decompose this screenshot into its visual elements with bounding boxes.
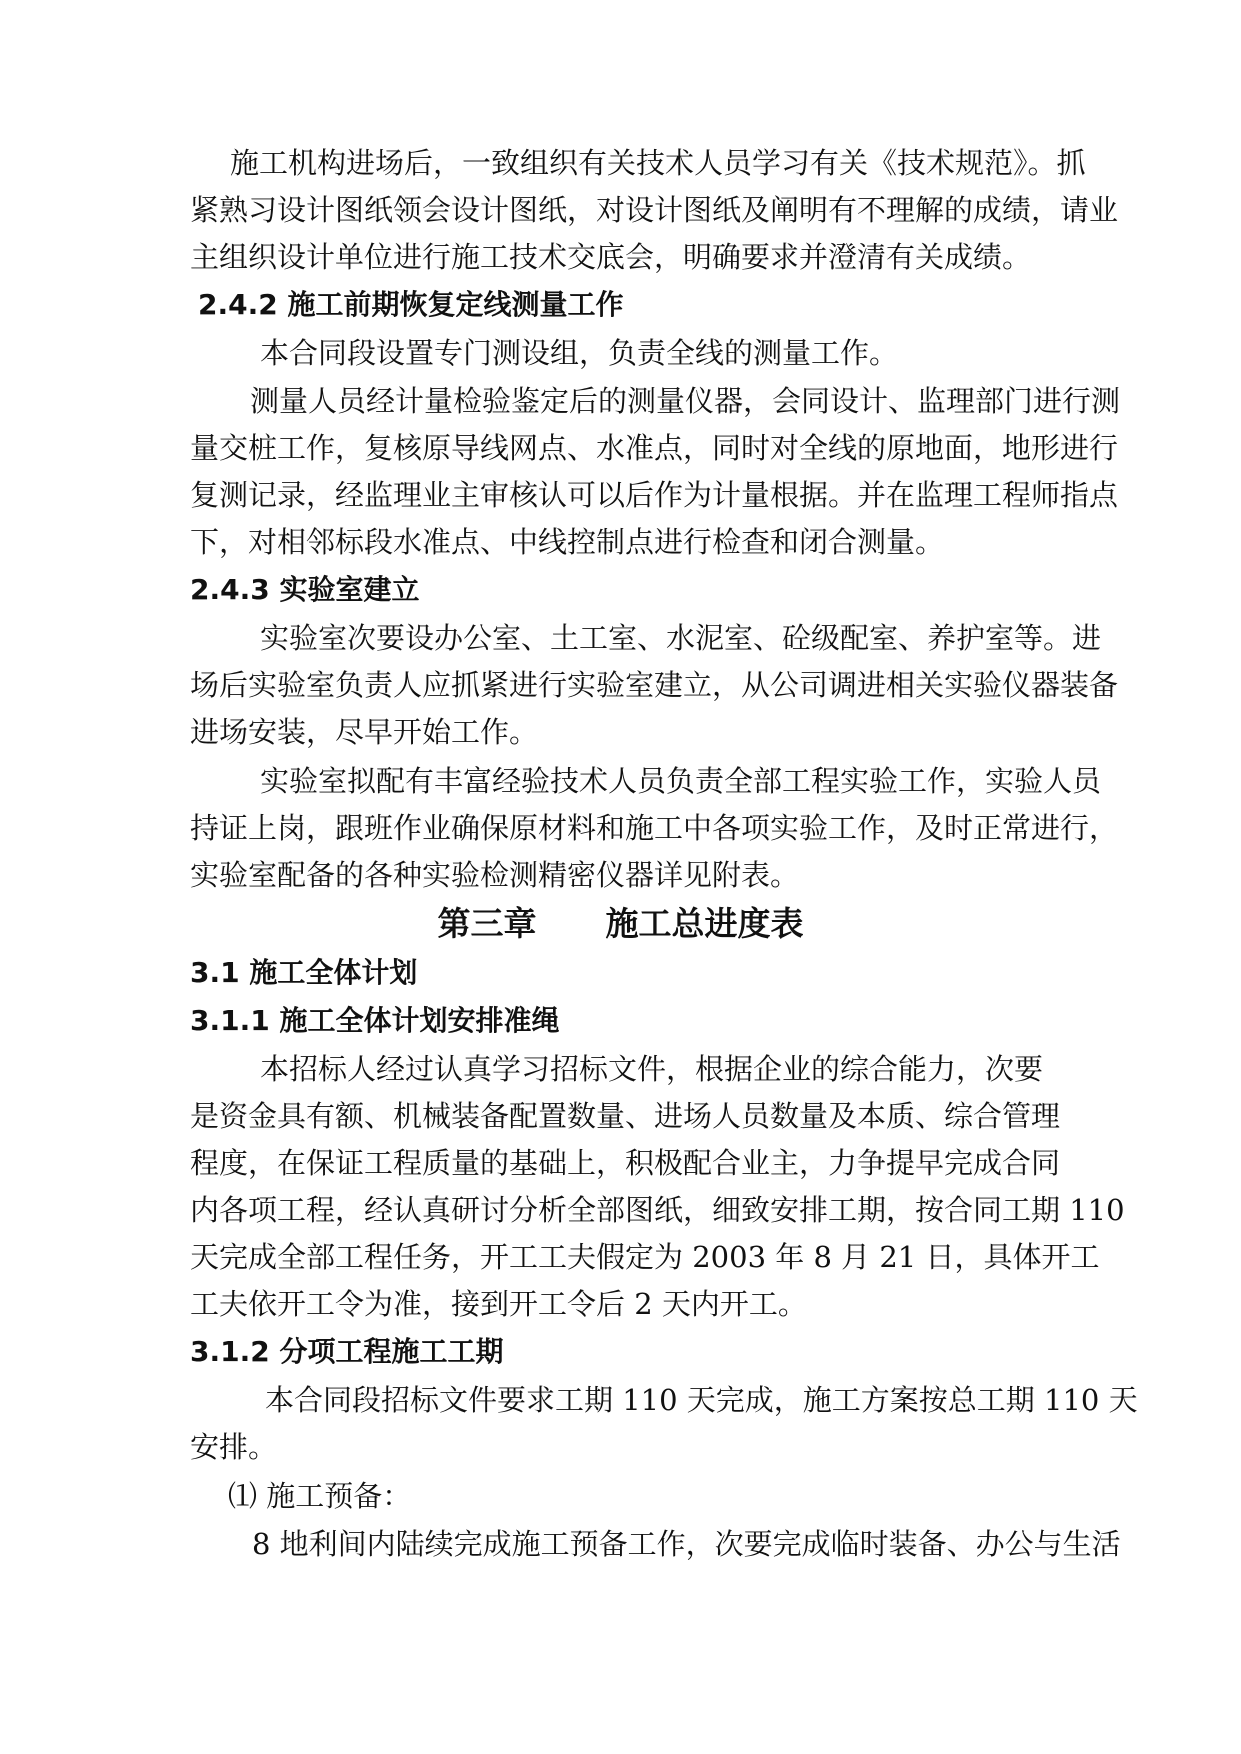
paragraph-line: 场后实验室负责人应抓紧进行实验室建立，从公司调进相关实验仪器装备 [190,668,1119,702]
paragraph-line: 本合同段设置专门测设组，负责全线的测量工作。 [260,336,899,370]
paragraph-line: 实验室拟配有丰富经验技术人员负责全部工程实验工作，实验人员 [260,764,1102,798]
paragraph-line: 复测记录，经监理业主审核认可以后作为计量根据。并在监理工程师指点 [190,478,1119,512]
section-heading-2-4-3: 2.4.3 实验室建立 [190,573,420,606]
paragraph-line: 量交桩工作，复核原导线网点、水准点，同时对全线的原地面，地形进行 [190,431,1119,465]
paragraph-line: 测量人员经计量检验鉴定后的测量仪器，会同设计、监理部门进行测 [250,384,1121,418]
paragraph-line: 本招标人经过认真学习招标文件，根据企业的综合能力，次要 [260,1052,1044,1086]
paragraph-line: 安排。 [190,1430,278,1464]
section-heading-2-4-2: 2.4.2 施工前期恢复定线测量工作 [198,288,624,321]
paragraph-line: 程度，在保证工程质量的基础上，积极配合业主，力争提早完成合同 [190,1146,1061,1180]
paragraph-line: 本合同段招标文件要求工期 110 天完成，施工方案按总工期 110 天 [265,1383,1138,1417]
paragraph-line: 施工机构进场后，一致组织有关技术人员学习有关《技术规范》。抓 [230,146,1086,180]
section-heading-3-1-1: 3.1.1 施工全体计划安排准绳 [190,1004,560,1037]
paragraph-line: 内各项工程，经认真研讨分析全部图纸，细致安排工期，按合同工期 110 [190,1193,1125,1227]
paragraph-line: 天完成全部工程任务，开工工夫假定为 2003 年 8 月 21 日，具体开工 [190,1240,1100,1274]
paragraph-line: 主组织设计单位进行施工技术交底会，明确要求并澄清有关成绩。 [190,240,1032,274]
list-item: ⑴ 施工预备： [228,1479,412,1513]
chapter-title: 第三章 施工总进度表 [437,904,804,943]
paragraph-line: 进场安装，尽早开始工作。 [190,715,539,749]
paragraph-line: 实验室配备的各种实验检测精密仪器详见附表。 [190,858,800,892]
paragraph-line: 持证上岗，跟班作业确保原材料和施工中各项实验工作，及时正常进行， [190,811,1119,845]
paragraph-line: 8 地利间内陆续完成施工预备工作，次要完成临时装备、办公与生活 [252,1527,1121,1561]
paragraph-line: 实验室次要设办公室、土工室、水泥室、砼级配室、养护室等。进 [260,621,1102,655]
paragraph-line: 紧熟习设计图纸领会设计图纸，对设计图纸及阐明有不理解的成绩，请业 [190,193,1119,227]
section-heading-3-1: 3.1 施工全体计划 [190,956,418,989]
paragraph-line: 工夫依开工令为准，接到开工令后 2 天内开工。 [190,1287,807,1321]
section-heading-3-1-2: 3.1.2 分项工程施工工期 [190,1335,504,1368]
paragraph-line: 下，对相邻标段水准点、中线控制点进行检查和闭合测量。 [190,525,945,559]
paragraph-line: 是资金具有额、机械装备配置数量、进场人员数量及本质、综合管理 [190,1099,1061,1133]
